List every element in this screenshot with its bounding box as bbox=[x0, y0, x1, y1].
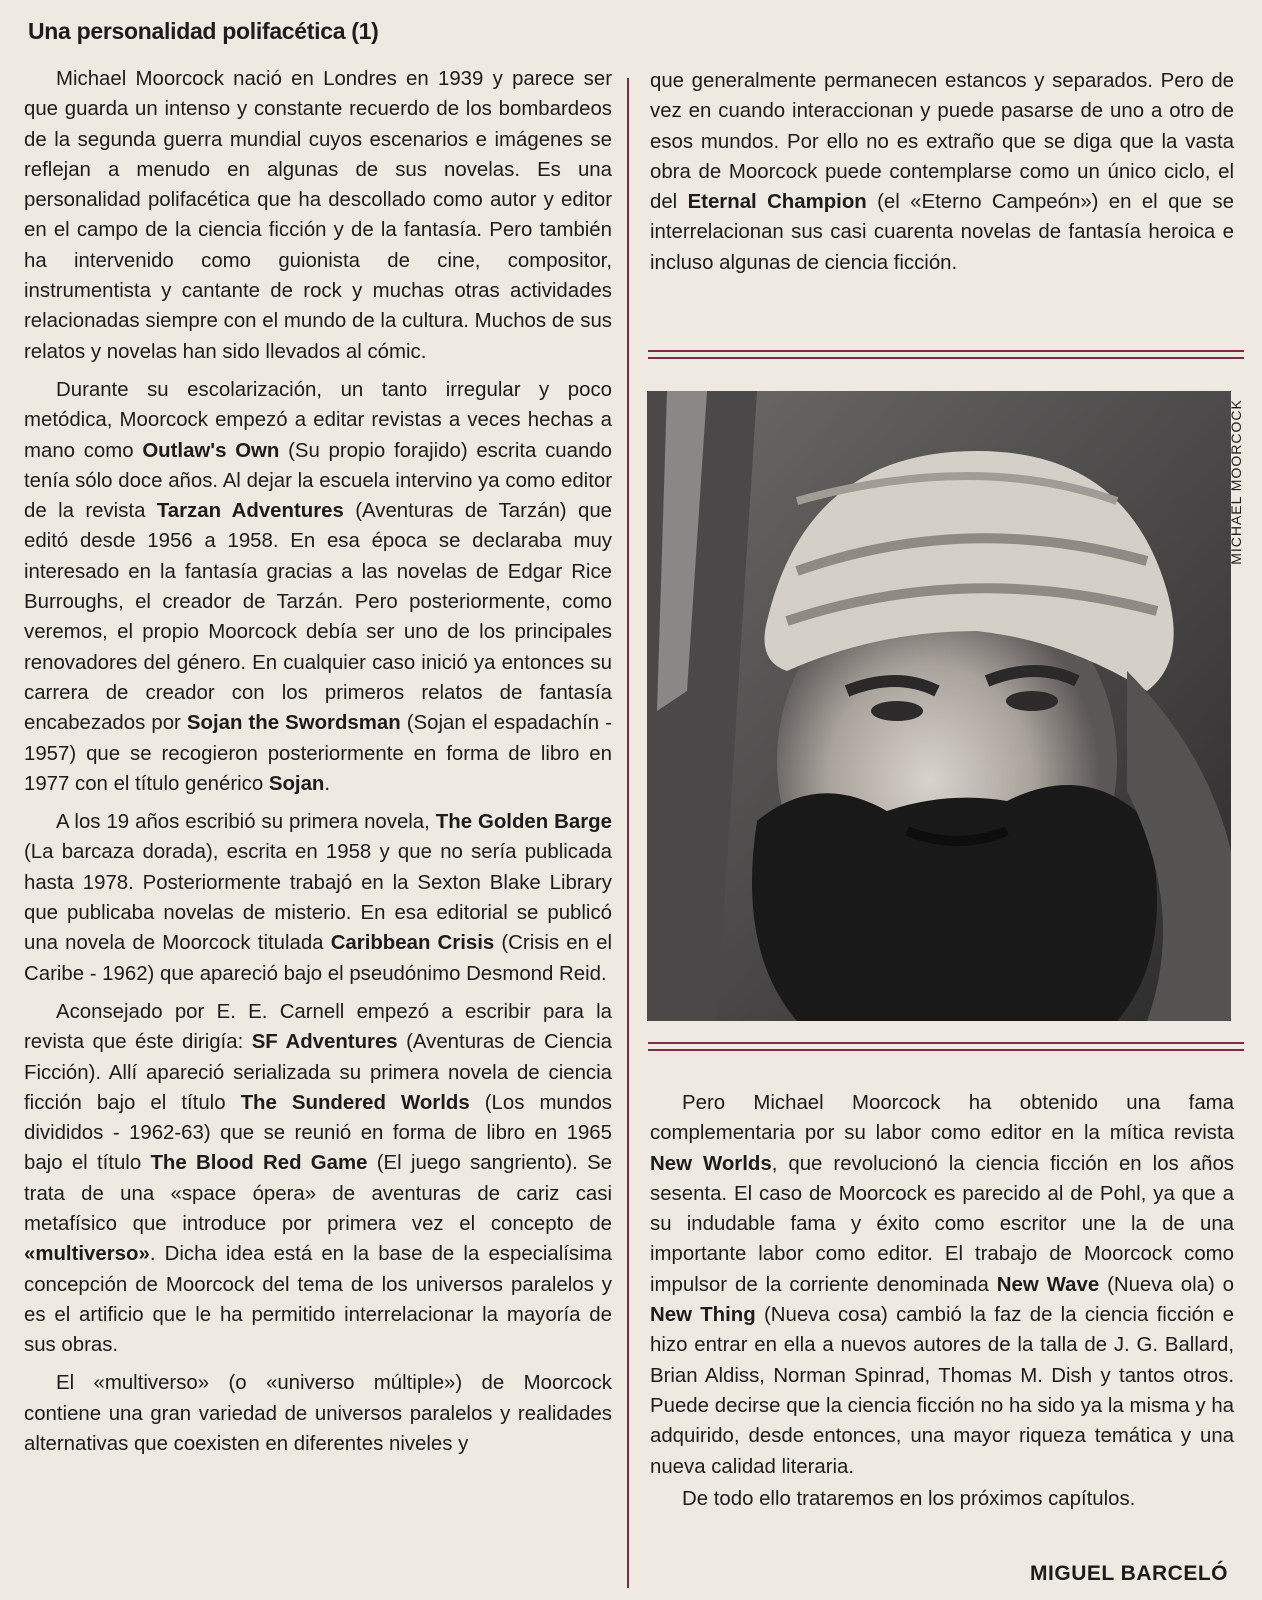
right-column-top bbox=[650, 66, 1234, 278]
right-column-bottom bbox=[650, 1088, 1234, 1516]
title-outlaws-own: Outlaw's Own bbox=[142, 439, 280, 462]
author-signature: MIGUEL BARCELÓ bbox=[1030, 1562, 1228, 1585]
title-new-worlds: New Worlds bbox=[650, 1152, 772, 1175]
title-golden-barge: The Golden Barge bbox=[435, 811, 612, 834]
paragraph-continued: que generalmente permanecen estancos y separados. Pero de vez en cuando interaccionan y puede pasarse de uno a otro de esos mundos. Por ello no es extraño que se diga que la vasta obra de Moorcock puede contemplarse como un único ciclo, el del Eternal Champion (el «Eterno Campeón») en el que se interrelacionan sus casi cuarenta novelas de fantasía heroica e incluso algunas de ciencia ficción. bbox=[650, 70, 1234, 274]
portrait-illustration bbox=[647, 391, 1231, 1021]
term-new-wave: New Wave bbox=[996, 1273, 1100, 1296]
column-divider bbox=[627, 78, 629, 1588]
title-sf-adventures: SF Adventures bbox=[251, 1031, 398, 1054]
title-sundered-worlds: The Sundered Worlds bbox=[240, 1091, 470, 1114]
term-new-thing: New Thing bbox=[650, 1304, 756, 1327]
title-tarzan-adventures: Tarzan Adventures bbox=[156, 500, 344, 523]
photo-rule-bottom bbox=[648, 1042, 1244, 1051]
paragraph-4: Aconsejado por E. E. Carnell empezó a escribir para la revista que éste dirigía: SF Adventures (Aventuras de Ciencia Ficción). Allí apareció serializada su primera novela de ciencia ficción bajo el título The Sundered Worlds (Los mundos divididos - 1962-63) que se reunió en forma de libro en 1965 bajo el título The Blood Red Game (El juego sangriento). Se trata de una «space ópera» de aventuras de cariz casi metafísico que introduce por primera vez el concepto de «multiverso». Dicha idea está en la base de la especialísima concepción de Moorcock del tema de los universos paralelos y es el artificio que le ha permitido interrelacionar la mayoría de sus obras. bbox=[24, 1000, 613, 1357]
paragraph-new-worlds: Pero Michael Moorcock ha obtenido una fama complementaria por su labor como editor en la mítica revista New Worlds, que revolucionó la ciencia ficción en los años sesenta. El caso de Moorcock es parecido al de Pohl, ya que a su indudable fama y éxito como escritor une la de una importante labor como editor. El trabajo de Moorcock como impulsor de la corriente denominada New Wave (Nueva ola) o New Thing (Nueva cosa) cambió la faz de la ciencia ficción e hizo entrar en ella a nuevos autores de la talla de J. G. Ballard, Brian Aldiss, Norman Spinrad, Thomas M. Dish y tantos otros. Puede decirse que la ciencia ficción no ha sido ya la misma y ha adquirido, desde entonces, una mayor riqueza temática y una nueva calidad literaria. bbox=[650, 1092, 1234, 1478]
paragraph-5: El «multiverso» (o «universo múltiple») de Moorcock contiene una gran variedad de universos paralelos y realidades alternativas que coexisten en diferentes niveles y bbox=[24, 1372, 612, 1456]
author-photo bbox=[647, 391, 1231, 1021]
title-blood-red-game: The Blood Red Game bbox=[150, 1152, 368, 1175]
paragraph-1: Michael Moorcock nació en Londres en 1939 y parece ser que guarda un intenso y constante recuerdo de los bombardeos de la segunda guerra mundial cuyos escenarios e imágenes se reflejan a menudo en algunas de sus novelas. Es una personalidad polifacética que ha descollado como autor y editor en el campo de la ciencia ficción y de la fantasía. Pero también ha intervenido como guionista de cine, compositor, instrumentista y cantante de rock y muchas otras actividades relacionadas siempre con el mundo de la cultura. Muchos de sus relatos y novelas han sido llevados al cómic. bbox=[24, 68, 612, 363]
photo-caption: MICHAEL MOORCOCK bbox=[1228, 399, 1244, 565]
article-title: Una personalidad polifacética (1) bbox=[28, 18, 379, 44]
term-multiverso: «multiverso» bbox=[24, 1243, 150, 1266]
paragraph-closing: De todo ello trataremos en los próximos capítulos. bbox=[682, 1487, 1136, 1510]
paragraph-3: A los 19 años escribió su primera novela, The Golden Barge (La barcaza dorada), escrita en 1958 y que no sería publicada hasta 1978. Posteriormente trabajó en la Sexton Blake Library que publicaba novelas de misterio. En esa editorial se publicó una novela de Moorcock titulada Caribbean Crisis (Crisis en el Caribe - 1962) que apareció bajo el pseudónimo Desmond Reid. bbox=[24, 811, 612, 985]
left-column bbox=[24, 64, 612, 1467]
title-caribbean-crisis: Caribbean Crisis bbox=[330, 932, 495, 955]
paragraph-2: Durante su escolarización, un tanto irregular y poco metódica, Moorcock empezó a editar revistas a veces hechas a mano como Outlaw's Own (Su propio forajido) escrita cuando tenía sólo doce años. Al dejar la escuela intervino ya como editor de la revista Tarzan Adventures (Aventuras de Tarzán) que editó desde 1956 a 1958. En esa época se declaraba muy interesado en la fantasía gracias a las novelas de Edgar Rice Burroughs, el creador de Tarzán. Pero posteriormente, como veremos, el propio Moorcock debía ser uno de los principales renovadores del género. En cualquier caso inició ya entonces su carrera de creador con los primeros relatos de fantasía encabezados por Sojan the Swordsman (Sojan el espadachín - 1957) que se recogieron posteriormente en forma de libro en 1977 con el título genérico Sojan. bbox=[24, 378, 612, 795]
photo-rule-top bbox=[648, 350, 1244, 359]
title-sojan: Sojan bbox=[268, 772, 325, 795]
title-eternal-champion: Eternal Champion bbox=[687, 191, 867, 214]
title-sojan-the-swordsman: Sojan the Swordsman bbox=[186, 712, 401, 735]
